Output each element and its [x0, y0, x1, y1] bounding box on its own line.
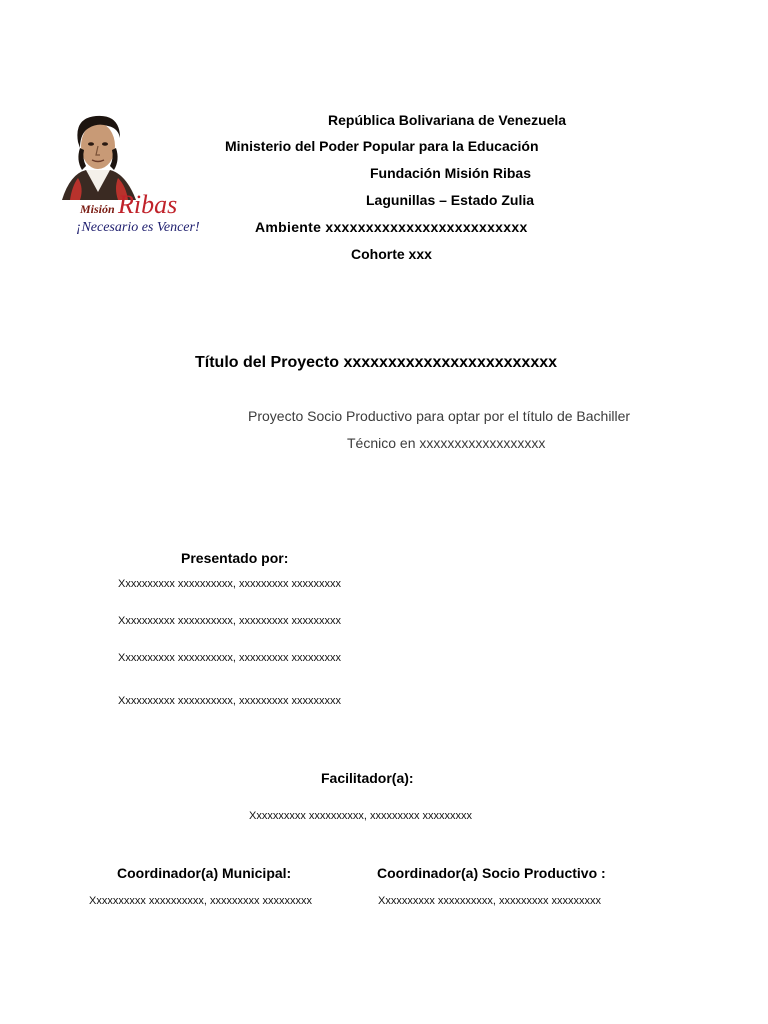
- coordinador-municipal-label: Coordinador(a) Municipal:: [117, 865, 292, 881]
- project-title: Título del Proyecto xxxxxxxxxxxxxxxxxxxxxxxx: [195, 354, 558, 371]
- header-cohorte: Cohorte xxx: [351, 246, 432, 262]
- header-republica: República Bolivariana de Venezuela: [328, 112, 567, 128]
- author-name: Xxxxxxxxxx xxxxxxxxxx, xxxxxxxxx xxxxxxxxx: [118, 652, 342, 664]
- author-name: Xxxxxxxxxx xxxxxxxxxx, xxxxxxxxx xxxxxxxxx: [118, 695, 342, 707]
- facilitador-label: Facilitador(a):: [321, 770, 414, 786]
- logo-mision-text: Misión: [80, 202, 115, 216]
- author-name: Xxxxxxxxxx xxxxxxxxxx, xxxxxxxxx xxxxxxxxx: [118, 578, 342, 590]
- mision-ribas-logo: [52, 108, 222, 250]
- logo-ribas-text: Ribas: [118, 190, 178, 219]
- header-fundacion: Fundación Misión Ribas: [370, 165, 532, 181]
- header-ministerio: Ministerio del Poder Popular para la Educación: [225, 138, 539, 154]
- coordinador-socio-label: Coordinador(a) Socio Productivo :: [377, 865, 606, 881]
- author-name: Xxxxxxxxxx xxxxxxxxxx, xxxxxxxxx xxxxxxxxx: [118, 615, 342, 627]
- subtitle-line-1: Proyecto Socio Productivo para optar por el título de Bachiller: [248, 408, 631, 424]
- coordinador-municipal-name: Xxxxxxxxxx xxxxxxxxxx, xxxxxxxxx xxxxxxxxx: [89, 895, 313, 907]
- presentado-label: Presentado por:: [181, 550, 289, 566]
- facilitador-name: Xxxxxxxxxx xxxxxxxxxx, xxxxxxxxx xxxxxxxxx: [249, 810, 473, 822]
- subtitle-line-2: Técnico en xxxxxxxxxxxxxxxxxx: [347, 435, 546, 451]
- logo-slogan-text: ¡Necesario es Vencer!: [76, 220, 200, 235]
- coordinador-socio-name: Xxxxxxxxxx xxxxxxxxxx, xxxxxxxxx xxxxxxxxx: [378, 895, 602, 907]
- header-ambiente: Ambiente xxxxxxxxxxxxxxxxxxxxxxxxx: [255, 219, 528, 235]
- header-lugar: Lagunillas – Estado Zulia: [366, 192, 535, 208]
